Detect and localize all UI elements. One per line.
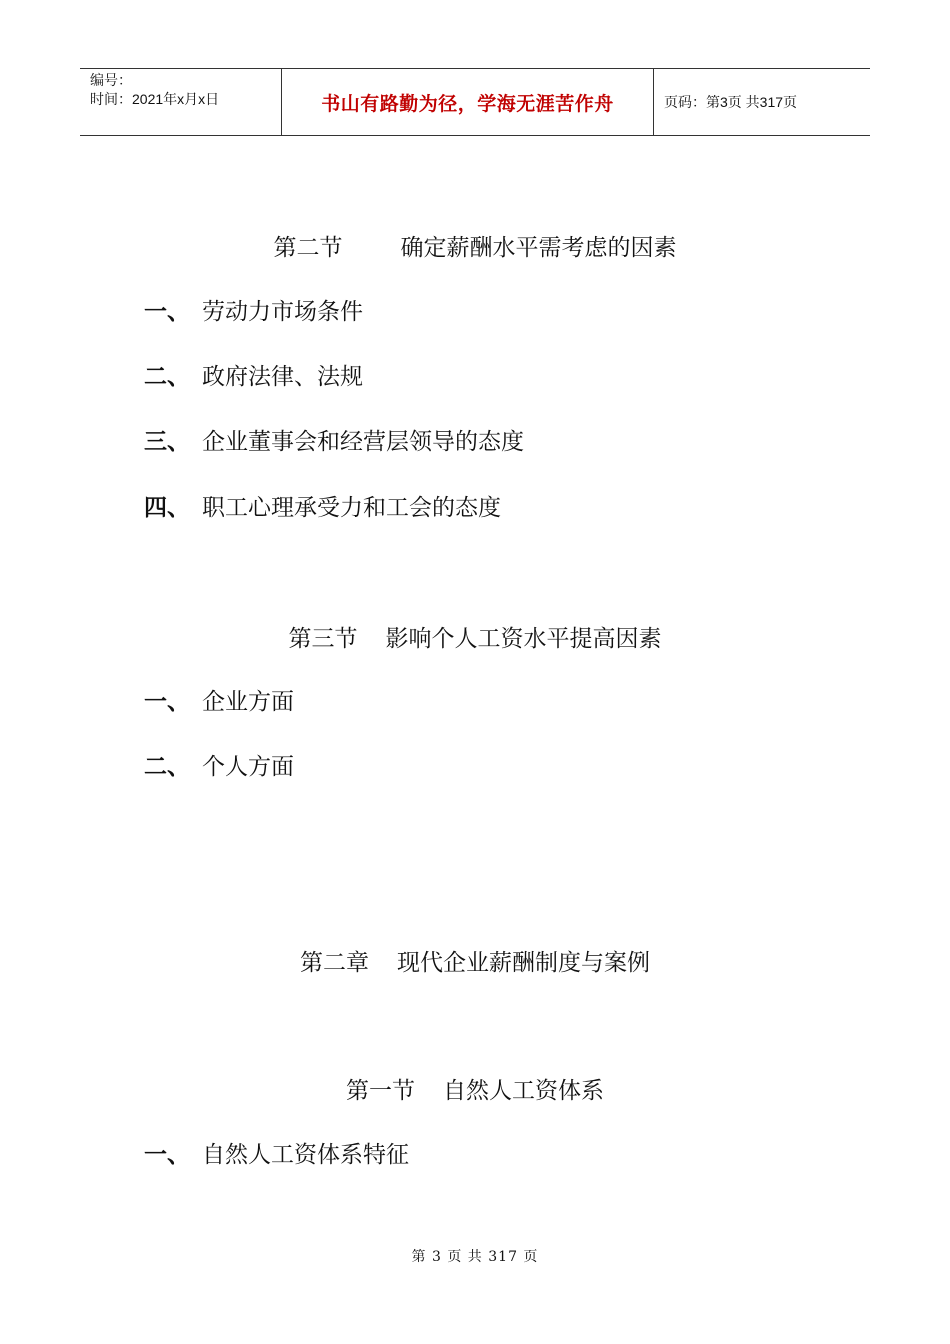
list-item — [144, 1140, 409, 1170]
section-number: 第二节 — [273, 235, 343, 261]
date-line: 时间：2021年x月x日 — [90, 91, 220, 107]
list-item — [144, 687, 294, 717]
header-table — [80, 68, 870, 136]
page-footer: 第 3 页 共 317 页 — [411, 1249, 539, 1265]
section-number: 第一节 — [346, 1078, 415, 1104]
section-title: 确定薪酬水平需考虑的因素 — [400, 235, 677, 261]
list-item-text: 自然人工资体系特征 — [202, 1142, 409, 1168]
header-page-cell — [654, 69, 870, 135]
list-item-text: 职工心理承受力和工会的态度 — [202, 495, 501, 521]
list-item-number: 一、 — [144, 1142, 190, 1168]
list-item-number: 二、 — [144, 754, 190, 780]
list-item — [144, 493, 501, 523]
list-item-text: 个人方面 — [202, 754, 294, 780]
list-item-number: 三、 — [144, 429, 190, 455]
list-item-text: 劳动力市场条件 — [202, 299, 363, 325]
section-number: 第三节 — [288, 626, 358, 652]
header-meta-cell — [80, 69, 282, 135]
header-motto-cell — [282, 69, 654, 135]
list-item-number: 二、 — [144, 364, 190, 390]
page-info: 页码：第3页 共317页 — [664, 94, 798, 110]
section-heading — [0, 1076, 950, 1106]
list-item-text: 企业方面 — [202, 689, 294, 715]
section-heading — [0, 624, 950, 654]
list-item — [144, 427, 524, 457]
list-item — [144, 752, 294, 782]
chapter-heading — [0, 948, 950, 978]
motto-text: 书山有路勤为径，学海无涯苦作舟 — [321, 92, 614, 115]
code-label: 编号： — [90, 72, 132, 88]
chapter-title: 现代企业薪酬制度与案例 — [397, 950, 650, 976]
chapter-number: 第二章 — [300, 950, 369, 976]
list-item — [144, 297, 363, 327]
section-title: 影响个人工资水平提高因素 — [385, 626, 662, 652]
list-item-number: 一、 — [144, 299, 190, 325]
section-title: 自然人工资体系 — [443, 1078, 604, 1104]
list-item-number: 四、 — [144, 495, 190, 521]
list-item-text: 企业董事会和经营层领导的态度 — [202, 429, 524, 455]
list-item — [144, 362, 363, 392]
list-item-text: 政府法律、法规 — [202, 364, 363, 390]
list-item-number: 一、 — [144, 689, 190, 715]
section-heading — [0, 233, 950, 263]
